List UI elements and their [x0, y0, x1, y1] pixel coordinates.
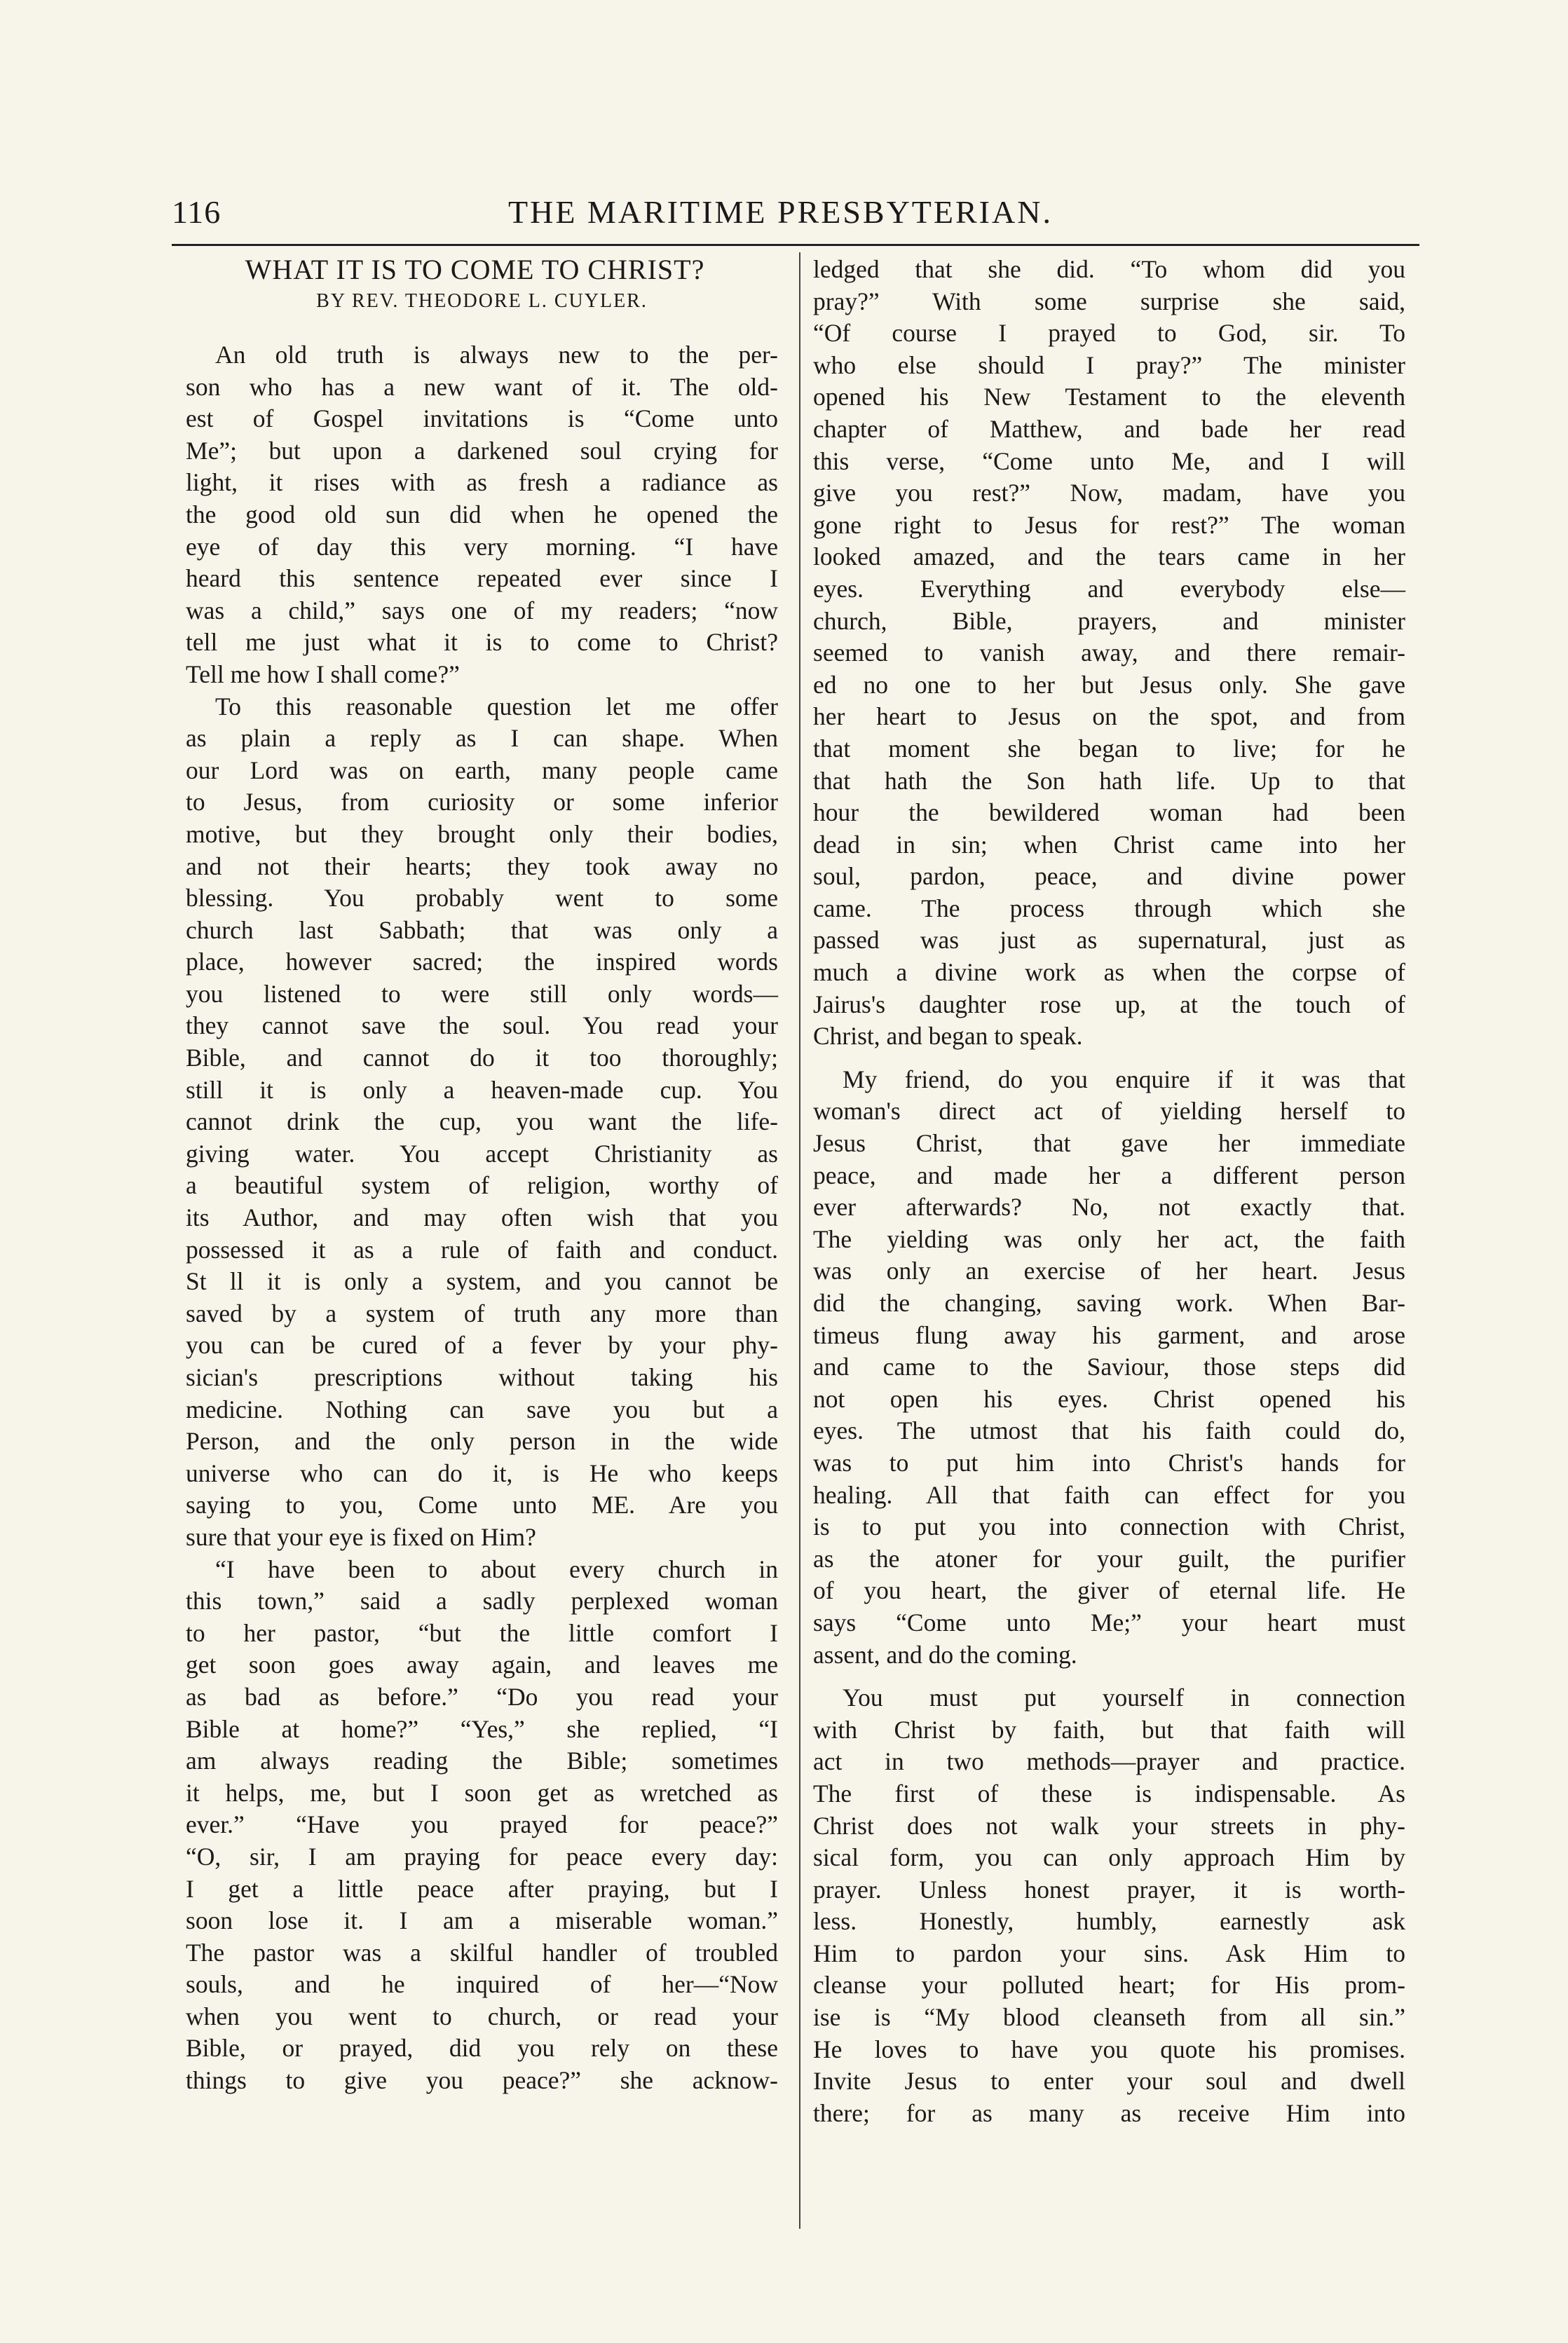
text-line: to Jesus, from curiosity or some inferior: [186, 788, 778, 817]
text-line: looked amazed, and the tears came in her: [813, 542, 1405, 571]
text-line: the good old sun did when he opened the: [186, 500, 778, 528]
text-line: “I have been to about every church in: [215, 1555, 778, 1583]
text-line: timeus flung away his garment, and arose: [813, 1320, 1405, 1349]
text-line: cannot drink the cup, you want the life-: [186, 1107, 778, 1136]
text-line: ledged that she did. “To whom did you: [813, 255, 1405, 283]
text-line: is to put you into connection with Christ,: [813, 1512, 1405, 1541]
text-line: giving water. You accept Christianity as: [186, 1139, 778, 1168]
text-line: ise is “My blood cleanseth from all sin.”: [813, 2003, 1405, 2032]
text-line: blessing. You probably went to some: [186, 884, 778, 913]
text-line: light, it rises with as fresh a radiance as: [186, 468, 778, 497]
text-line: Me”; but upon a darkened soul crying for: [186, 436, 778, 465]
text-line: get soon goes away again, and leaves me: [186, 1651, 778, 1679]
text-line: it helps, me, but I soon get as wretched as: [186, 1778, 778, 1807]
text-line: prayer. Unless honest prayer, it is worth-: [813, 1875, 1405, 1904]
text-line: St ll it is only a system, and you cannot be: [186, 1267, 778, 1296]
text-line: was a child,” says one of my readers; “now: [186, 596, 778, 624]
text-line: was only an exercise of her heart. Jesus: [813, 1257, 1405, 1285]
text-line: soul, pardon, peace, and divine power: [813, 862, 1405, 891]
text-line: much a divine work as when the corpse of: [813, 958, 1405, 987]
text-line: sical form, you can only approach Him by: [813, 1843, 1405, 1872]
text-line: that moment she began to live; for he: [813, 734, 1405, 763]
text-line: this town,” said a sadly perplexed woman: [186, 1587, 778, 1615]
text-line: of you heart, the giver of eternal life. He: [813, 1576, 1405, 1605]
text-line: universe who can do it, is He who keeps: [186, 1459, 778, 1487]
text-line: To this reasonable question let me offer: [215, 692, 778, 720]
text-line: medicine. Nothing can save you but a: [186, 1395, 778, 1423]
text-line: peace, and made her a different person: [813, 1161, 1405, 1189]
text-line: when you went to church, or read your: [186, 2002, 778, 2030]
text-line: eyes. Everything and everybody else—: [813, 574, 1405, 603]
text-line: less. Honestly, humbly, earnestly ask: [813, 1907, 1405, 1936]
text-line: as bad as before.” “Do you read your: [186, 1682, 778, 1711]
text-line: dead in sin; when Christ came into her: [813, 830, 1405, 859]
text-line: you can be cured of a fever by your phy-: [186, 1331, 778, 1360]
text-line: Bible, and cannot do it too thoroughly;: [186, 1044, 778, 1072]
text-line: things to give you peace?” she acknow-: [186, 2066, 778, 2095]
page-header: [172, 188, 1419, 237]
text-line: Bible at home?” “Yes,” she replied, “I: [186, 1714, 778, 1743]
text-line: ever afterwards? No, not exactly that.: [813, 1193, 1405, 1222]
text-line: “Of course I prayed to God, sir. To: [813, 319, 1405, 348]
text-line: who else should I pray?” The minister: [813, 350, 1405, 379]
text-line: says “Come unto Me;” your heart must: [813, 1608, 1405, 1637]
text-line: Christ does not walk your streets in phy-: [813, 1811, 1405, 1840]
text-line: sure that your eye is fixed on Him?: [186, 1522, 536, 1551]
text-line: you listened to were still only words—: [186, 979, 778, 1008]
text-line: My friend, do you enquire if it was that: [843, 1065, 1405, 1093]
text-line: not open his eyes. Christ opened his: [813, 1384, 1405, 1413]
text-line: soon lose it. I am a miserable woman.”: [186, 1906, 778, 1935]
text-line: motive, but they brought only their bodies,: [186, 819, 778, 848]
right-column: [813, 254, 1405, 2129]
text-line: gone right to Jesus for rest?” The woman: [813, 510, 1405, 539]
text-line: assent, and do the coming.: [813, 1640, 1077, 1669]
left-column-text: [186, 339, 778, 2097]
text-line: He loves to have you quote his promises.: [813, 2035, 1405, 2063]
text-line: its Author, and may often wish that you: [186, 1203, 778, 1232]
text-line: Bible, or prayed, did you rely on these: [186, 2034, 778, 2063]
text-line: saying to you, Come unto ME. Are you: [186, 1491, 778, 1519]
text-line: and came to the Saviour, those steps did: [813, 1353, 1405, 1381]
text-line: The pastor was a skilful handler of troubled: [186, 1938, 778, 1967]
right-column-text: [813, 254, 1405, 2129]
text-line: our Lord was on earth, many people came: [186, 756, 778, 784]
text-line: pray?” With some surprise she said,: [813, 287, 1405, 315]
text-line: there; for as many as receive Him into: [813, 2098, 1405, 2127]
text-line: eyes. The utmost that his faith could do,: [813, 1416, 1405, 1445]
text-line: her heart to Jesus on the spot, and from: [813, 702, 1405, 731]
text-line: ever.” “Have you prayed for peace?”: [186, 1810, 778, 1839]
text-line: woman's direct act of yielding herself to: [813, 1097, 1405, 1126]
text-line: hour the bewildered woman had been: [813, 798, 1405, 827]
column-rule: [799, 252, 800, 2229]
text-line: church, Bible, prayers, and minister: [813, 606, 1405, 635]
text-line: Christ, and began to speak.: [813, 1022, 1083, 1051]
text-line: heard this sentence repeated ever since I: [186, 564, 778, 593]
text-line: souls, and he inquired of her—“Now: [186, 1970, 778, 1999]
text-line: cleanse your polluted heart; for His prom-: [813, 1971, 1405, 2000]
text-line: Jesus Christ, that gave her immediate: [813, 1129, 1405, 1158]
text-line: I get a little peace after praying, but I: [186, 1874, 778, 1903]
text-line: “O, sir, I am praying for peace every day:: [186, 1842, 778, 1871]
text-line: opened his New Testament to the eleventh: [813, 383, 1405, 411]
text-line: The first of these is indispensable. As: [813, 1779, 1405, 1808]
text-line: came. The process through which she: [813, 894, 1405, 922]
text-line: chapter of Matthew, and bade her read: [813, 414, 1405, 443]
text-line: was to put him into Christ's hands for: [813, 1448, 1405, 1477]
text-line: they cannot save the soul. You read your: [186, 1011, 778, 1040]
text-line: son who has a new want of it. The old-: [186, 372, 778, 401]
page-number: 116: [172, 194, 221, 230]
text-line: am always reading the Bible; sometimes: [186, 1747, 778, 1775]
text-line: Jairus's daughter rose up, at the touch of: [813, 990, 1405, 1018]
text-line: a beautiful system of religion, worthy of: [186, 1171, 778, 1200]
text-line: give you rest?” Now, madam, have you: [813, 479, 1405, 507]
text-line: est of Gospel invitations is “Come unto: [186, 404, 778, 433]
text-line: tell me just what it is to come to Christ?: [186, 628, 778, 657]
text-line: that hath the Son hath life. Up to that: [813, 766, 1405, 795]
text-line: still it is only a heaven-made cup. You: [186, 1075, 778, 1104]
text-line: sician's prescriptions without taking his: [186, 1363, 778, 1391]
text-line: The yielding was only her act, the faith: [813, 1224, 1405, 1253]
text-line: possessed it as a rule of faith and conduct.: [186, 1235, 778, 1264]
text-line: ed no one to her but Jesus only. She gave: [813, 670, 1405, 699]
text-line: Him to pardon your sins. Ask Him to: [813, 1939, 1405, 1967]
text-line: eye of day this very morning. “I have: [186, 532, 778, 561]
text-line: Invite Jesus to enter your soul and dwell: [813, 2067, 1405, 2096]
text-line: passed was just as supernatural, just as: [813, 926, 1405, 955]
text-line: with Christ by faith, but that faith will: [813, 1715, 1405, 1744]
text-line: saved by a system of truth any more than: [186, 1299, 778, 1327]
text-line: healing. All that faith can effect for you: [813, 1480, 1405, 1509]
running-title: THE MARITIME PRESBYTERIAN.: [508, 194, 1053, 230]
text-line: You must put yourself in connection: [843, 1683, 1405, 1712]
article-title: WHAT IT IS TO COME TO CHRIST?: [245, 254, 705, 285]
text-line: as the atoner for your guilt, the purifier: [813, 1544, 1405, 1573]
text-line: this verse, “Come unto Me, and I will: [813, 446, 1405, 475]
text-line: An old truth is always new to the per-: [215, 341, 778, 369]
text-line: to her pastor, “but the little comfort I: [186, 1618, 778, 1647]
text-line: act in two methods—prayer and practice.: [813, 1747, 1405, 1776]
text-line: church last Sabbath; that was only a: [186, 915, 778, 944]
article-byline: BY REV. THEODORE L. CUYLER.: [316, 290, 648, 312]
header-rule: [172, 244, 1419, 246]
text-line: place, however sacred; the inspired words: [186, 948, 778, 976]
left-column: [186, 254, 778, 2097]
text-line: did the changing, saving work. When Bar-: [813, 1289, 1405, 1317]
text-line: and not their hearts; they took away no: [186, 852, 778, 880]
text-line: as plain a reply as I can shape. When: [186, 724, 778, 753]
text-line: Person, and the only person in the wide: [186, 1427, 778, 1456]
text-line: Tell me how I shall come?”: [186, 660, 460, 688]
text-line: seemed to vanish away, and there remair-: [813, 638, 1405, 667]
